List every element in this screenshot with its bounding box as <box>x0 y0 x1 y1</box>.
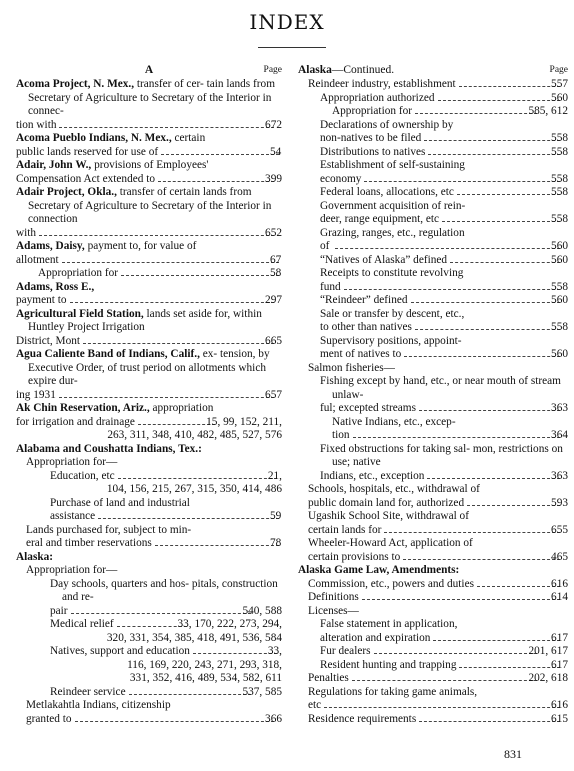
entry-text: Definitions <box>308 591 359 603</box>
page-number: 831 <box>504 747 522 761</box>
page-refs: 537, 585 <box>242 685 282 698</box>
page-refs: 558 <box>551 280 568 293</box>
dot-leader <box>158 181 274 182</box>
entry-heading: Alaska Game Law, Amendments: <box>298 564 460 576</box>
entry-text: assistance <box>50 510 96 522</box>
entry-text: Receipts to constitute revolving <box>320 267 464 279</box>
dot-leader <box>161 154 279 155</box>
index-entry <box>320 618 568 645</box>
entry-text: Federal loans, allocations, etc <box>320 186 454 198</box>
dot-leader <box>324 707 560 708</box>
page-refs: 15, 99, 152, 211, <box>206 415 282 428</box>
page-refs: 616 <box>551 577 568 590</box>
dot-leader <box>424 140 560 141</box>
page-refs: 557 <box>551 78 568 90</box>
entry-text: pitals, construction and re- <box>62 577 278 603</box>
dot-leader <box>415 329 560 330</box>
entry-text: transfer of cer- <box>136 78 204 90</box>
index-entry <box>308 362 568 376</box>
entry-text: ex- <box>202 348 218 360</box>
page-refs: 201, 617 <box>528 645 568 657</box>
entry-text: Fixed obstructions for taking sal- <box>320 442 470 455</box>
entry-text: Reindeer industry, establishment <box>308 78 456 90</box>
left-entry-list <box>16 78 282 726</box>
entry-text: Sale or transfer by descent, etc., <box>320 307 465 320</box>
page-refs: 465 <box>551 550 568 563</box>
entry-text: mon, restrictions on use; native <box>332 442 563 468</box>
dot-leader <box>419 721 560 722</box>
entry-text: lands from Secretary of Agriculture to <box>28 186 252 212</box>
entry-text: non-natives to be filed <box>320 132 422 144</box>
entry-text: allotment <box>16 253 59 266</box>
dot-leader <box>344 289 560 290</box>
page-column-label: Page <box>549 65 568 75</box>
index-entry <box>332 105 568 119</box>
dot-leader <box>419 410 560 411</box>
left-column <box>16 64 282 726</box>
dot-leader <box>428 154 560 155</box>
index-entry <box>16 443 282 457</box>
index-entry <box>308 591 568 605</box>
page-refs-continued: 116, 169, 220, 243, 271, 293, 318, <box>127 658 282 671</box>
index-entry <box>16 159 282 186</box>
entry-text: certain <box>174 132 206 144</box>
entry-text: Fishing except by hand, etc., or <box>320 375 462 387</box>
page-refs: 540, 588 <box>242 604 282 617</box>
dot-leader <box>364 181 560 182</box>
dot-leader <box>59 397 274 398</box>
dot-leader <box>118 478 277 479</box>
page-refs: 399 <box>265 172 282 185</box>
entry-heading: Agricultural Field Station, <box>16 307 144 320</box>
index-entry <box>16 348 282 402</box>
entry-text: Appropriation for— <box>26 456 118 468</box>
page-refs: 363 <box>551 469 568 482</box>
dot-leader <box>353 437 560 438</box>
index-entry <box>320 92 568 106</box>
entry-text: to other than natives <box>320 321 412 333</box>
dot-leader <box>459 86 560 87</box>
page-refs: 617 <box>551 631 568 644</box>
dot-leader <box>193 653 277 654</box>
entry-text: Licenses— <box>308 604 359 617</box>
dot-leader <box>138 424 215 425</box>
entry-text: fund <box>320 280 341 293</box>
entry-text: tion with <box>16 118 57 131</box>
index-entry <box>16 78 282 132</box>
entry-text: Commission, etc., powers and duties <box>308 577 474 590</box>
entry-text: Metlakahtla Indians, citizenship <box>26 699 171 711</box>
entry-text: Lands purchased for, subject to min- <box>26 523 192 536</box>
dot-leader <box>70 302 275 303</box>
index-entry: Purchase of land and industrial assistance 59 <box>50 496 282 522</box>
dot-leader <box>155 545 279 546</box>
index-entry <box>320 645 568 659</box>
entry-text: “Reindeer” defined <box>320 294 408 306</box>
entry-heading: Adair Project, Okla., <box>16 186 117 198</box>
entry-text: alteration and expiration <box>320 631 431 644</box>
page-refs: 363 <box>551 402 568 414</box>
entry-text: Secretary of the Interior in connection <box>28 199 272 225</box>
index-entry <box>332 416 568 443</box>
dot-leader <box>404 356 560 357</box>
index-entry <box>308 686 568 713</box>
entry-text: eral and timber reservations <box>26 537 152 549</box>
entry-text: pair <box>50 604 68 617</box>
entry-text: granted to <box>26 712 72 725</box>
entry-text: Natives, support and education <box>50 645 190 657</box>
entry-text: Indians, etc., exception <box>320 469 425 482</box>
entry-text: tion <box>332 429 350 441</box>
dot-leader <box>335 248 560 249</box>
page-refs-continued: 263, 311, 348, 410, 482, 485, 527, 576 <box>107 429 282 441</box>
entry-text: public lands reserved for use of <box>16 145 159 158</box>
dot-leader <box>459 667 560 668</box>
page-refs: 616 <box>551 699 568 711</box>
entry-text: Purchase of land and industrial <box>50 496 190 509</box>
dot-leader <box>83 343 274 344</box>
page-refs-continued: 104, 156, 215, 267, 315, 350, 414, 486 <box>106 483 282 495</box>
index-entry: Lands purchased for, subject to min- eral and timber reservations 78 <box>26 523 282 549</box>
index-entry <box>308 578 568 592</box>
entry-text: District, Mont <box>16 334 81 347</box>
page-refs: 655 <box>551 523 568 536</box>
page-refs: 617 <box>551 658 568 671</box>
page-refs-continued: 331, 352, 416, 489, 534, 582, 611 <box>129 672 282 684</box>
entry-heading: Ak Chin Reservation, Ariz., <box>16 402 150 414</box>
page-refs: 665 <box>265 334 282 347</box>
index-entry <box>26 456 282 470</box>
entry-text: for, within Huntley Project Irrigation <box>28 307 262 333</box>
page-refs: 297 <box>265 294 282 306</box>
entry-heading: Adams, Ross E., <box>16 280 95 293</box>
continued-heading-bold: Alaska <box>298 64 332 76</box>
index-entry: Grazing, ranges, etc., regulation of 560 <box>320 226 568 252</box>
page-column-label: Page <box>263 65 282 75</box>
page-refs: 560 <box>551 294 568 306</box>
entry-text: Ugashik School Site, withdrawal of <box>308 510 469 522</box>
page-refs: 558 <box>551 321 568 333</box>
entry-text: certain lands for <box>308 523 382 536</box>
index-entry <box>308 78 568 92</box>
index-entry <box>16 281 282 308</box>
entry-text: Medical relief <box>50 618 114 630</box>
index-entry <box>320 443 568 484</box>
page-refs: 202, 618 <box>528 672 568 684</box>
page-refs: 33, 170, 222, 273, 294, <box>177 618 282 630</box>
dot-leader <box>374 653 538 654</box>
index-entry <box>320 159 568 186</box>
page-refs: 672 <box>265 118 282 131</box>
entry-heading: Adair, John W., <box>16 159 92 171</box>
entry-text: Appropriation for <box>38 267 118 279</box>
entry-text: payment to <box>16 294 67 306</box>
dot-leader <box>117 626 187 627</box>
entry-text: Schools, hospitals, etc., withdrawal of <box>308 483 480 495</box>
continued-heading <box>298 64 394 76</box>
entry-text: False statement in application, <box>320 618 458 630</box>
index-entry <box>320 375 568 416</box>
entry-text: lands set aside <box>146 307 212 320</box>
page-refs: 560 <box>551 348 568 360</box>
page-refs: 364 <box>551 429 568 441</box>
page-refs: 366 <box>265 712 282 725</box>
entry-text: Distributions to natives <box>320 145 426 158</box>
index-entry <box>308 605 568 619</box>
entry-text: “Natives of Alaska” defined <box>320 253 448 266</box>
entry-text: period on allotments which expire dur- <box>28 361 266 387</box>
dot-leader <box>415 113 537 114</box>
dot-leader <box>411 302 561 303</box>
entry-text: Regulations for taking game animals, <box>308 685 478 698</box>
index-entry <box>50 470 282 497</box>
page-refs: 593 <box>551 496 568 509</box>
page-title: INDEX <box>249 10 325 34</box>
entry-text: Fur dealers <box>320 645 371 657</box>
entry-text: payment to, for value of <box>87 240 197 252</box>
index-entry: Adams, Daisy, payment to, for value of allotment 67 <box>16 240 282 266</box>
index-entry <box>320 335 568 362</box>
entry-text: Residence requirements <box>308 712 417 725</box>
page-refs: 558 <box>551 145 568 158</box>
entry-text: Wheeler-Howard Act, application of <box>308 537 473 549</box>
page-refs: 615 <box>551 712 568 725</box>
index-entry <box>26 564 282 578</box>
index-entry <box>320 146 568 160</box>
right-column-header <box>298 64 568 78</box>
page-refs: 558 <box>551 213 568 225</box>
index-entry <box>16 551 282 565</box>
dot-leader <box>384 532 560 533</box>
entry-text: Salmon fisheries— <box>308 361 395 374</box>
entry-text: Appropriation for— <box>26 564 118 576</box>
index-entry <box>50 578 282 619</box>
left-column-header <box>16 64 282 78</box>
entry-text: transfer of certain <box>119 186 201 198</box>
index-entry: Acoma Pueblo Indians, N. Mex., certain public lands reserved for use of 54 <box>16 132 282 158</box>
entry-text: Establishment of self-sustaining <box>320 159 465 171</box>
dot-leader <box>467 505 560 506</box>
index-entry <box>308 510 568 537</box>
dot-leader <box>75 721 275 722</box>
dot-leader <box>477 586 560 587</box>
page-refs: 21, <box>267 469 282 482</box>
right-column <box>298 64 568 726</box>
index-entry <box>50 686 282 700</box>
entry-text: Compensation Act extended to <box>16 172 155 185</box>
index-entry <box>320 294 568 308</box>
dot-leader <box>39 235 274 236</box>
entry-text: Reindeer service <box>50 685 126 698</box>
entry-text: to Secretary of the Interior in connec- <box>28 91 272 117</box>
index-entry <box>16 308 282 349</box>
dot-leader <box>352 680 538 681</box>
entry-text: tension, by Executive Order, of trust <box>28 348 270 374</box>
page-refs: 652 <box>265 226 282 239</box>
page-refs-continued: 320, 331, 354, 385, 418, 491, 536, 584 <box>106 631 282 644</box>
dot-leader <box>442 221 560 222</box>
entry-text: ing 1931 <box>16 388 56 401</box>
page-refs: 558 <box>551 132 568 144</box>
entry-heading: Alabama and Coushatta Indians, Tex.: <box>16 442 202 455</box>
index-entry <box>298 564 568 578</box>
entry-heading: Adams, Daisy, <box>16 240 85 252</box>
entry-text: ful; excepted streams <box>320 402 416 414</box>
entry-text: ment of natives to <box>320 348 402 360</box>
entry-text: economy <box>320 172 362 185</box>
index-entry <box>320 200 568 227</box>
page-refs: 585, 612 <box>528 105 568 117</box>
page-refs: 657 <box>265 388 282 401</box>
index-entry <box>26 699 282 726</box>
dot-leader <box>403 559 560 560</box>
entry-heading: Acoma Pueblo Indians, N. Mex., <box>16 132 172 144</box>
index-entry <box>320 186 568 200</box>
entry-text: Appropriation for <box>332 105 412 117</box>
page-refs: 560 <box>551 240 568 252</box>
title-rule <box>258 47 326 48</box>
page-refs: 558 <box>551 186 568 198</box>
index-entry: Appropriation for 58 <box>38 267 282 279</box>
index-entry <box>308 483 568 510</box>
entry-heading: Alaska: <box>16 550 54 563</box>
entry-text: Penalties <box>308 672 349 684</box>
entry-text: for irrigation and drainage <box>16 415 135 428</box>
index-entry <box>320 267 568 294</box>
dot-leader <box>59 127 274 128</box>
index-entry <box>308 537 568 564</box>
page-refs: 560 <box>551 91 568 104</box>
entry-text: etc <box>308 699 322 711</box>
entry-text: public domain land for, authorized <box>308 496 465 509</box>
page-refs: 560 <box>551 253 568 266</box>
entry-text: Appropriation authorized <box>320 91 435 104</box>
index-entry <box>50 645 282 686</box>
entry-text: Day schools, quarters and hos- <box>50 577 189 590</box>
entry-text: certain provisions to <box>308 550 401 563</box>
index-entry <box>50 618 282 645</box>
index-entry <box>16 402 282 443</box>
page-refs: 33, <box>267 645 282 657</box>
dot-leader <box>62 262 279 263</box>
entry-text: appropriation <box>152 402 214 414</box>
entry-text: Native Indians, etc., excep- <box>332 415 456 428</box>
entry-text: Education, etc <box>50 469 115 482</box>
index-entry <box>320 308 568 335</box>
dot-leader <box>129 694 252 695</box>
dot-leader <box>457 194 560 195</box>
entry-text: Grazing, ranges, etc., regulation <box>320 226 465 239</box>
entry-heading: Agua Caliente Band of Indians, Calif., <box>16 348 200 360</box>
index-entry <box>320 659 568 673</box>
index-entry <box>308 713 568 727</box>
entry-text: deer, range equipment, etc <box>320 213 440 225</box>
page-refs: 558 <box>551 172 568 185</box>
entry-text: Declarations of ownership by <box>320 118 454 131</box>
entry-text: Resident hunting and trapping <box>320 658 457 671</box>
index-entry <box>320 254 568 268</box>
entry-text: with <box>16 226 37 239</box>
right-entry-list <box>298 78 568 726</box>
dot-leader <box>362 599 560 600</box>
entry-text: Government acquisition of rein- <box>320 199 466 212</box>
entry-text: tain lands from Secretary of Agriculture <box>28 78 275 104</box>
dot-leader <box>121 275 279 276</box>
entry-heading: Acoma Project, N. Mex., <box>16 78 135 90</box>
continued-heading-rest: —Continued. <box>331 64 395 76</box>
entry-text: near mouth of stream unlaw- <box>332 375 561 401</box>
index-entry <box>320 119 568 146</box>
dot-leader <box>450 262 560 263</box>
dot-leader <box>433 640 560 641</box>
dot-leader <box>98 518 279 519</box>
entry-text: provisions of Employees' <box>94 159 209 171</box>
dot-leader <box>427 478 560 479</box>
index-entry <box>16 186 282 240</box>
dot-leader <box>71 613 252 614</box>
entry-text: Supervisory positions, appoint- <box>320 334 462 347</box>
section-letter: A <box>144 64 154 76</box>
index-entry <box>308 672 568 686</box>
page-refs: 614 <box>551 591 568 603</box>
dot-leader <box>438 100 561 101</box>
